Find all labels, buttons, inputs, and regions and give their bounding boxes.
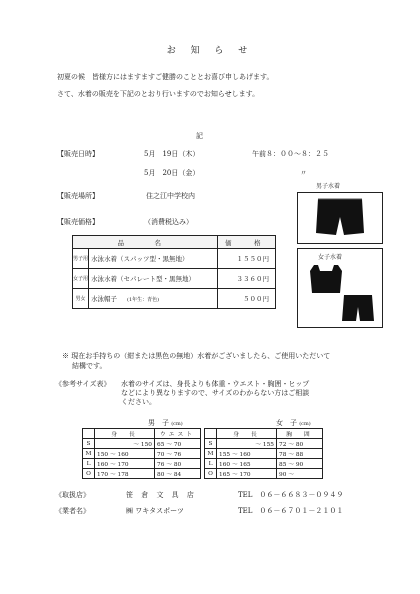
row-category: 男女 bbox=[73, 289, 89, 309]
item-name-text: 水泳水着（セパレート型・黒無地） bbox=[91, 275, 195, 283]
row-category: 男子用 bbox=[73, 249, 89, 269]
size-reference-line-1: 水着のサイズは、身長よりも体重・ウエスト・胸囲・ヒップ bbox=[121, 380, 310, 388]
tax-note: （消費税込み） bbox=[144, 218, 193, 226]
table-row bbox=[83, 439, 201, 449]
item-name-text: 水泳水着（スパッツ型・黒無地） bbox=[91, 255, 189, 263]
boys-swimsuit-illustration bbox=[297, 192, 383, 244]
greeting-line-1: 初夏の候 皆様方にはますますご健勝のこととお喜び申しあげます。 bbox=[57, 73, 274, 81]
waist-cell: 65 ～ 70 bbox=[155, 439, 201, 449]
row-price: ５００円 bbox=[218, 289, 276, 309]
vendor-label: 《業者名》 bbox=[55, 507, 90, 515]
table-row bbox=[205, 449, 323, 459]
size-header bbox=[83, 429, 95, 439]
page-title: お 知 ら せ bbox=[166, 46, 254, 56]
size-reference-label: 《参考サイズ表》 bbox=[55, 380, 111, 388]
sale-price-label: 【販売価格】 bbox=[57, 218, 99, 226]
bust-cell: 72 ～ 80 bbox=[277, 439, 323, 449]
vendor-phone: TEL ０６－６７０１－２１０１ bbox=[238, 507, 344, 515]
size-cell: M bbox=[205, 449, 217, 459]
header-price: 価 格 bbox=[218, 236, 276, 249]
boys-swimsuit-label: 男子水着 bbox=[316, 183, 341, 190]
ki-heading: 記 bbox=[196, 132, 203, 140]
note-line-1: ※ 現在お手持ちの（紺または黒色の無地）水着がございましたら、ご使用いただいて bbox=[62, 352, 331, 360]
item-note: (1年生：青色) bbox=[127, 297, 160, 303]
sale-time: 午前８：００～８：２５ bbox=[252, 150, 329, 158]
table-row bbox=[73, 249, 276, 269]
height-cell: 170 ～ 178 bbox=[95, 469, 155, 479]
ditto-mark: 〃 bbox=[300, 169, 307, 177]
table-row bbox=[83, 449, 201, 459]
table-row bbox=[83, 459, 201, 469]
table-row bbox=[83, 469, 201, 479]
sale-date-2: 5月 20日（金） bbox=[144, 169, 200, 177]
table-row bbox=[83, 429, 201, 439]
sale-date-1: 5月 19日（木） bbox=[144, 150, 200, 158]
sale-place: 住之江中学校内 bbox=[146, 192, 195, 200]
table-row bbox=[205, 459, 323, 469]
dealer-name: 笹 倉 文 具 店 bbox=[126, 491, 197, 499]
girls-size-heading bbox=[276, 418, 311, 428]
waist-cell: 76 ～ 80 bbox=[155, 459, 201, 469]
dealer-label: 《取扱店》 bbox=[55, 491, 90, 499]
table-row bbox=[205, 469, 323, 479]
height-cell: 160 ～ 170 bbox=[95, 459, 155, 469]
size-cell: S bbox=[205, 439, 217, 449]
height-cell: 155 ～ 160 bbox=[217, 449, 277, 459]
height-cell: 160 ～ 165 bbox=[217, 459, 277, 469]
size-cell: L bbox=[205, 459, 217, 469]
size-reference-line-2: などにより異なりますので、サイズのわからない方はご相談 bbox=[121, 389, 310, 397]
sale-date-label: 【販売日時】 bbox=[57, 150, 99, 158]
size-reference-line-3: ください。 bbox=[121, 398, 156, 406]
height-header: 身 長 bbox=[95, 429, 155, 439]
boys-size-table bbox=[82, 428, 201, 479]
bust-cell: 78 ～ 88 bbox=[277, 449, 323, 459]
bust-cell: 85 ～ 90 bbox=[277, 459, 323, 469]
price-table-header bbox=[73, 236, 276, 249]
item-name-text: 水泳帽子 bbox=[91, 295, 117, 303]
table-row bbox=[205, 439, 323, 449]
header-item-name: 品 名 bbox=[73, 236, 218, 249]
price-table bbox=[72, 235, 276, 309]
sale-place-label: 【販売場所】 bbox=[57, 192, 99, 200]
table-row bbox=[73, 269, 276, 289]
waist-cell: 80 ～ 84 bbox=[155, 469, 201, 479]
boys-size-heading bbox=[148, 418, 183, 428]
table-row bbox=[205, 429, 323, 439]
row-price: ３３６０円 bbox=[218, 269, 276, 289]
girls-swimsuit-label: 女子水着 bbox=[318, 254, 343, 261]
girls-size-table bbox=[204, 428, 323, 479]
height-cell: 165 ～ 170 bbox=[217, 469, 277, 479]
height-cell: ～ 150 bbox=[95, 439, 155, 449]
greeting-line-2: さて、水着の販売を下記のとおり行いますのでお知らせします。 bbox=[57, 90, 260, 98]
size-cell: M bbox=[83, 449, 95, 459]
size-cell: L bbox=[83, 459, 95, 469]
boys-size-title: 男 子 bbox=[148, 419, 169, 427]
vendor-name: ㈱ ワキタスポーツ bbox=[126, 507, 184, 515]
height-cell: 150 ～ 160 bbox=[95, 449, 155, 459]
waist-cell: 70 ～ 76 bbox=[155, 449, 201, 459]
size-cell: O bbox=[83, 469, 95, 479]
bust-header: 胸 囲 bbox=[277, 429, 323, 439]
boys-size-unit: (cm) bbox=[171, 421, 183, 427]
height-header: 身 長 bbox=[217, 429, 277, 439]
dealer-phone: TEL ０６－６６８３－０９４９ bbox=[238, 491, 344, 499]
row-item-name bbox=[89, 289, 218, 309]
waist-header: ウエスト bbox=[155, 429, 201, 439]
swim-spats-image bbox=[298, 193, 382, 243]
row-price: １５５０円 bbox=[218, 249, 276, 269]
girls-size-unit: (cm) bbox=[299, 421, 311, 427]
girls-size-title: 女 子 bbox=[276, 419, 297, 427]
size-cell: S bbox=[83, 439, 95, 449]
size-cell: O bbox=[205, 469, 217, 479]
row-category: 女子用 bbox=[73, 269, 89, 289]
bust-cell: 90 ～ bbox=[277, 469, 323, 479]
height-cell: ～ 155 bbox=[217, 439, 277, 449]
row-item-name bbox=[89, 269, 218, 289]
table-row bbox=[73, 289, 276, 309]
size-header bbox=[205, 429, 217, 439]
row-item-name bbox=[89, 249, 218, 269]
note-line-2: 結構です。 bbox=[72, 362, 107, 370]
